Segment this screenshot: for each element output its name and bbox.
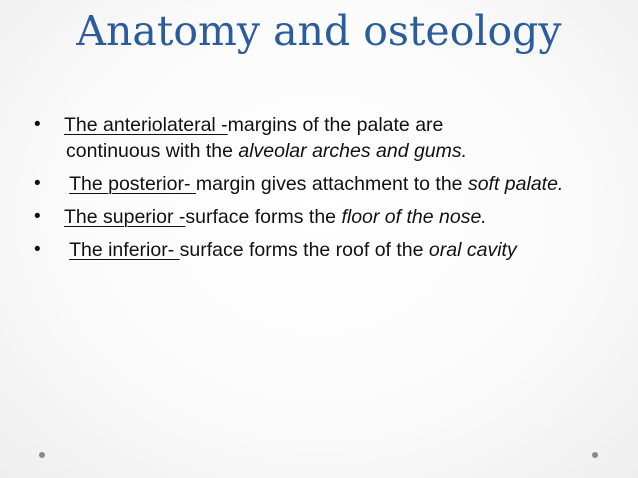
bullet-marker: • [34,173,41,194]
bullet-text: continuous with the [66,140,239,162]
bullet-item-anteriolateral [28,112,598,138]
bullet-italic-text: floor of the nose. [341,206,487,228]
bullet-continuation [28,138,598,164]
bullet-marker: • [34,114,41,135]
bullet-term: The superior - [64,206,186,228]
slide-title: Anatomy and osteology [76,7,562,55]
bullet-item-superior [28,204,598,230]
bullet-text: margins of the palate are [227,114,444,136]
bullet-term: The anteriolateral - [64,114,228,136]
bullet-text: surface forms the [185,206,342,228]
bullet-text: margin gives attachment to the [195,173,468,195]
bullet-marker: • [34,206,41,227]
bullet-term: The inferior- [69,239,180,261]
bullet-italic-text: soft palate. [467,173,564,195]
bullet-text: surface forms the roof of the [179,239,429,261]
bullet-item-inferior [28,237,598,263]
nav-dot-left [39,452,45,458]
bullet-italic-text: oral cavity [428,239,517,261]
bullet-list [28,112,598,270]
bullet-marker: • [34,239,41,260]
bullet-term: The posterior- [69,173,196,195]
nav-dot-right [592,452,598,458]
bullet-item-posterior [28,171,598,197]
bullet-italic-text: alveolar arches and gums. [238,140,468,162]
